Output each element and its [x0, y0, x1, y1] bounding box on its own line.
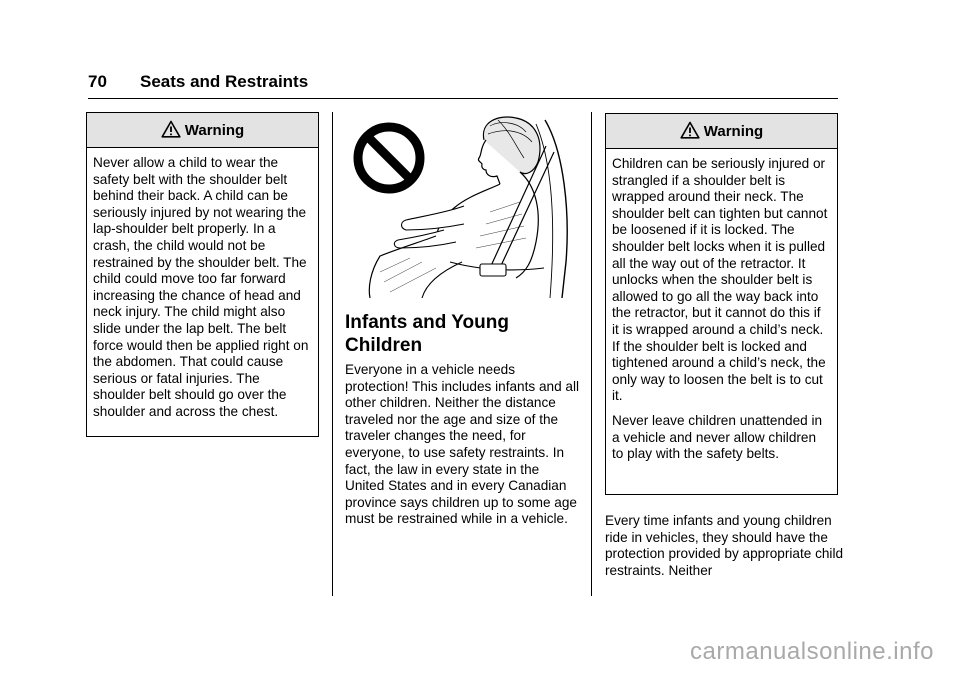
page-header	[88, 72, 838, 99]
warning-box-left	[86, 112, 319, 437]
middle-paragraph: Everyone in a vehicle needs protection! This includes infants and all other children. Neither the distance traveled nor the age and size of the traveler changes the need, for everyone, to use safety restraints. In fact, the law in every state in the United States and in every Canadian province says children up to some age must be restrained while in a vehicle.	[345, 362, 580, 527]
section-heading: Infants and Young Children	[345, 312, 509, 356]
warning-title: Warning	[703, 122, 764, 140]
no-symbol-icon	[358, 127, 420, 189]
warning-triangle-icon	[161, 120, 181, 138]
warning-paragraph: Never allow a child to wear the safety belt with the shoulder belt behind their back. A child can be seriously injured by not wearing the lap-shoulder belt properly. In a crash, the child would not be restrained by the shoulder belt. The child could move too far forward increasing the chance of head and neck injury. The child might also slide under the lap belt. The belt force would then be applied right on the abdomen. That could cause serious or fatal injuries. The shoulder belt should go over the shoulder and across the chest.	[93, 155, 309, 419]
column-divider-1	[332, 112, 333, 596]
right-paragraph: Every time infants and young children ride in vehicles, they should have the protection provided by appropriate child restraints. Neither	[605, 513, 844, 578]
warning-body	[606, 149, 837, 463]
page-number: 70	[88, 72, 107, 91]
warning-triangle-icon	[680, 121, 700, 139]
warning-header	[606, 114, 837, 149]
warning-title: Warning	[184, 121, 245, 139]
warning-header	[87, 113, 318, 148]
warning-paragraph: Children can be seriously injured or strangled if a shoulder belt is wrapped around their neck. The shoulder belt can tighten but cannot be loosened if it is locked. The shoulder belt locks when it is pulled all the way out of the retractor. It unlocks when the shoulder belt is allowed to go all the way back into the retractor, but it cannot do this if it is wrapped around a child’s neck. If the shoulder belt is locked and tightened around a child’s neck, the only way to loosen the belt is to cut it.	[612, 156, 828, 404]
section-title: Seats and Restraints	[140, 72, 309, 91]
watermark: carmanualsonline.info	[690, 638, 934, 665]
child-shoulder-belt-behind-back-illustration	[340, 112, 580, 298]
warning-box-right	[605, 113, 838, 495]
warning-body	[87, 148, 318, 421]
column-divider-2	[591, 112, 592, 596]
warning-paragraph: Never leave children unattended in a vehicle and never allow children to play with the safety belts.	[612, 412, 823, 462]
